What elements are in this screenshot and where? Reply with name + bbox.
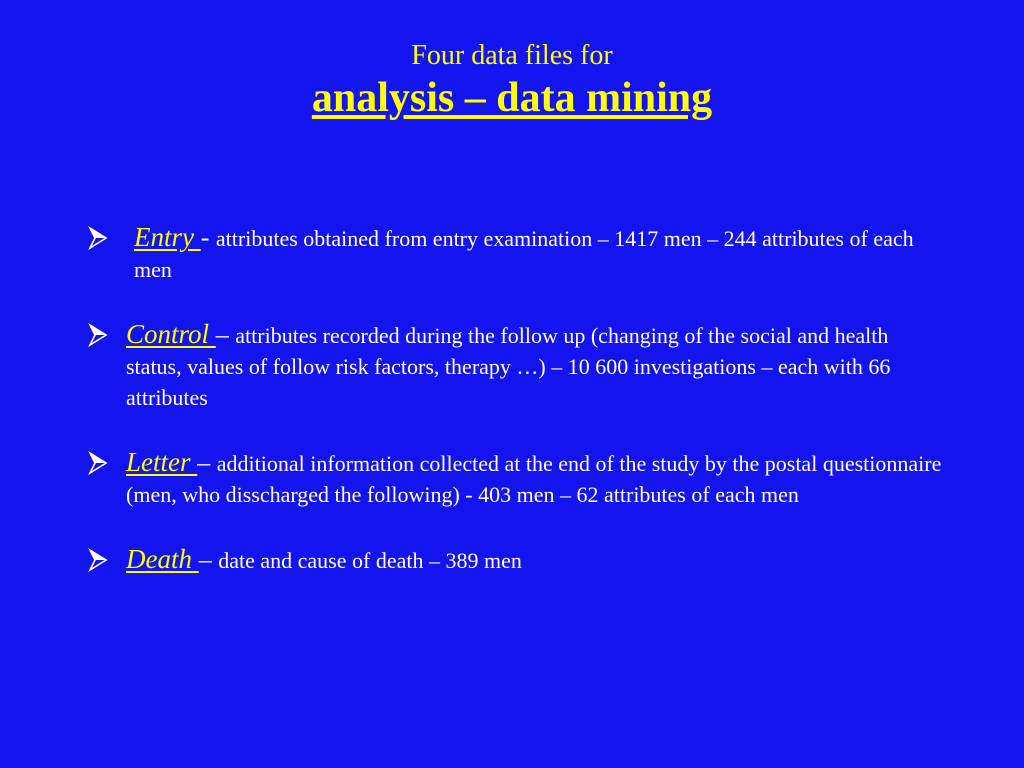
bullet-separator: – bbox=[198, 545, 219, 574]
title-line-1: Four data files for bbox=[411, 40, 613, 71]
bullet-description: date and cause of death – 389 men bbox=[218, 548, 522, 573]
bullet-item-death bbox=[88, 544, 948, 576]
bullet-list bbox=[88, 222, 948, 576]
bullet-item-entry bbox=[88, 222, 948, 285]
bullet-term: Control bbox=[126, 319, 216, 349]
arrowhead-bullet-icon bbox=[88, 451, 108, 475]
bullet-description: additional information collected at the end of the study by the postal questionnaire (men, who disscharged the following) - 403 men – 62 attributes of each men bbox=[126, 451, 942, 507]
bullet-separator: – bbox=[215, 320, 236, 349]
bullet-description: attributes recorded during the follow up (changing of the social and health status, values of follow risk factors, therapy …) – 10 600 investigations – each with 66 attributes bbox=[126, 323, 891, 410]
bullet-item-letter bbox=[88, 447, 948, 510]
arrowhead-bullet-icon bbox=[88, 226, 108, 250]
bullet-term: Death bbox=[126, 544, 199, 574]
bullet-item-control bbox=[88, 319, 948, 413]
bullet-term: Letter bbox=[126, 447, 198, 477]
bullet-separator: – bbox=[197, 448, 217, 477]
bullet-description: attributes obtained from entry examination – 1417 men – 244 attributes of each men bbox=[134, 226, 914, 282]
slide-title bbox=[0, 38, 1024, 122]
bullet-term: Entry bbox=[134, 222, 201, 252]
bullet-separator: - bbox=[200, 223, 216, 252]
title-line-2: analysis – data mining bbox=[311, 75, 713, 121]
arrowhead-bullet-icon bbox=[88, 323, 108, 347]
arrowhead-bullet-icon bbox=[88, 548, 108, 572]
